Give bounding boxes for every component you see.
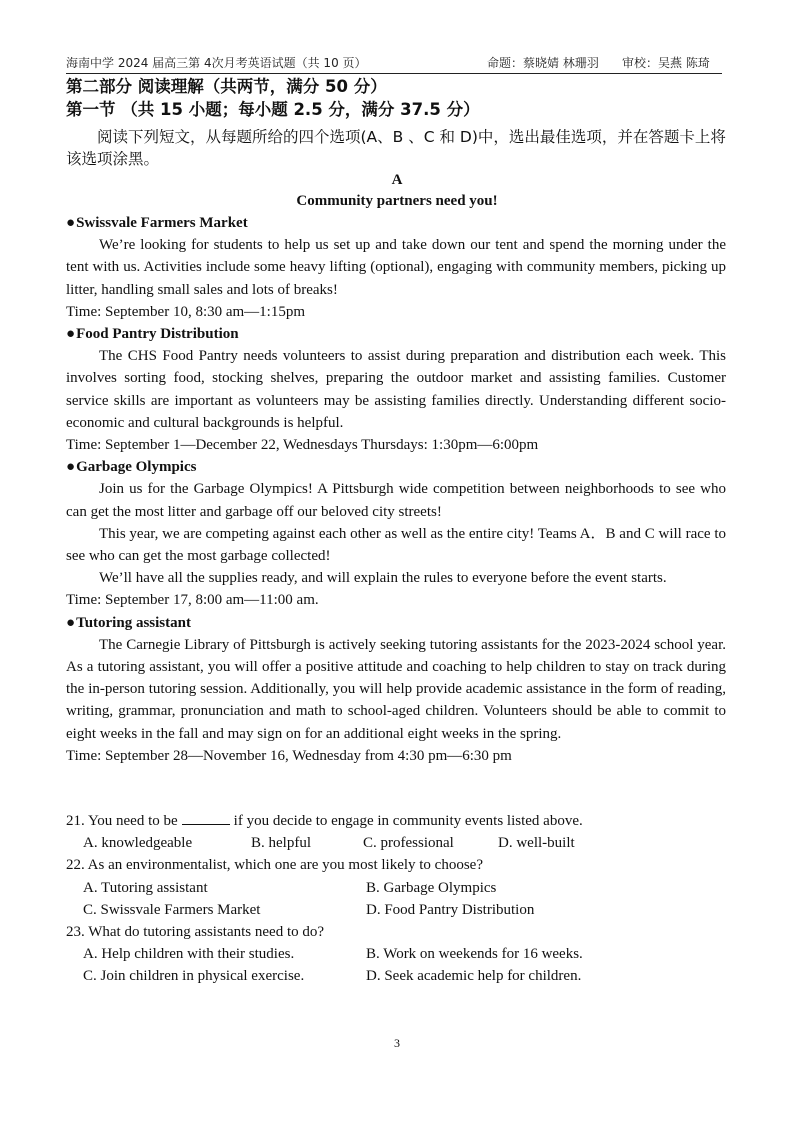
- section-title: 第一节 （共 15 小题；每小题 2.5 分，满分 37.5 分）: [66, 100, 480, 119]
- activity-paragraph: This year, we are competing against each other as well as the entire city! Teams A．B and C will race to see who can get the most garbage collected!: [66, 525, 726, 565]
- author-credit: 命题：蔡晓婧 林珊羽: [487, 56, 599, 70]
- exam-title: 海南中学 2024 届高三第 4次月考英语试题（共 10 页）: [66, 56, 367, 70]
- option-row: [66, 943, 726, 965]
- option: D. Seek academic help for children.: [366, 968, 582, 985]
- reviewer-credit: 审校：吴燕 陈琦: [622, 56, 710, 70]
- stem-part: 21. You need to be: [66, 813, 178, 829]
- answer-blank: [182, 810, 230, 825]
- passage-title: Community partners need you!: [296, 193, 498, 209]
- activity-paragraph: The CHS Food Pantry needs volunteers to assist during preparation and distribution each week. This involves sorting food, stocking shelves, preparing the outdoor market and assisting families. Customer service skills are important as volunteers may be assisting families directly. Understanding different socio-economic and cultural backgrounds is helpful.: [66, 348, 726, 431]
- option: C. Swissvale Farmers Market: [83, 901, 261, 918]
- option: A. Help children with their studies.: [83, 946, 295, 963]
- activity-paragraph: The Carnegie Library of Pittsburgh is actively seeking tutoring assistants for the 2023-2024 school year. As a tutoring assistant, you will offer a positive attitude and coaching to help children to stay on track during the in-person tutoring session. Additionally, you will help provide academic assistance in the form of reading, writing, grammar, pronunciation and math to school-aged children. Volunteers should be able to commit to eight weeks in the fall and may sign on for an additional eight weeks in the spring.: [66, 636, 726, 742]
- option: A. knowledgeable: [83, 835, 193, 852]
- question-stem: 23. What do tutoring assistants need to do?: [66, 923, 325, 940]
- activity-name: Tutoring assistant: [76, 614, 191, 631]
- option-row: [66, 965, 726, 987]
- part-title: 第二部分 阅读理解（共两节，满分 50 分）: [66, 77, 387, 96]
- activity-paragraph: We’re looking for students to help us set up and take down our tent and spend the morning under the tent with us. Activities include some heavy lifting (optional), engaging with community members, picking up litter, handling small sales and lots of breaks!: [66, 237, 726, 298]
- option: B. helpful: [251, 835, 311, 852]
- question-stem: [66, 810, 726, 832]
- instructions: 阅读下列短文，从每题所给的四个选项(A、B 、C 和 D)中，选出最佳选项，并在答题卡上将该选项涂黑。: [66, 128, 726, 168]
- option: B. Garbage Olympics: [366, 879, 497, 896]
- activity-name: Swissvale Farmers Market: [76, 215, 248, 231]
- option: C. Join children in physical exercise.: [83, 968, 305, 985]
- activity-paragraph: We’ll have all the supplies ready, and will explain the rules to everyone before the event starts.: [99, 570, 667, 587]
- activity-name: Garbage Olympics: [76, 459, 197, 476]
- stem-part: if you decide to engage in community events listed above.: [233, 813, 583, 829]
- activity-heading: [66, 323, 726, 345]
- activity-time: Time: September 17, 8:00 am—11:00 am.: [66, 592, 319, 609]
- bullet-icon: ●: [66, 459, 76, 476]
- activity-time: Time: September 1—December 22, Wednesdays Thursdays: 1:30pm—6:00pm: [66, 437, 539, 454]
- bullet-icon: ●: [66, 215, 76, 231]
- activity-heading: [66, 456, 726, 478]
- option: A. Tutoring assistant: [83, 879, 208, 896]
- option: C. professional: [363, 835, 454, 852]
- activity-name: Food Pantry Distribution: [76, 326, 239, 343]
- question-stem: 22. As an environmentalist, which one are you most likely to choose?: [66, 857, 483, 874]
- option: D. Food Pantry Distribution: [366, 901, 535, 918]
- activity-heading: [66, 212, 726, 234]
- bullet-icon: ●: [66, 326, 76, 343]
- questions: [66, 810, 726, 988]
- passage-body: [66, 212, 726, 767]
- bullet-icon: ●: [66, 614, 76, 631]
- activity-paragraph: Join us for the Garbage Olympics! A Pittsburgh wide competition between neighborhoods to see who can get the most litter and garbage off our beloved city streets!: [66, 481, 726, 520]
- option-row: [66, 877, 726, 899]
- page-number: 3: [394, 1036, 400, 1050]
- activity-heading: [66, 612, 726, 634]
- option: B. Work on weekends for 16 weeks.: [366, 946, 583, 963]
- passage-letter: A: [391, 172, 403, 188]
- option: D. well-built: [498, 835, 575, 852]
- option-row: [66, 832, 726, 854]
- page-header: [66, 55, 722, 74]
- option-row: [66, 899, 726, 921]
- activity-time: Time: September 10, 8:30 am—1:15pm: [66, 303, 306, 320]
- activity-time: Time: September 28—November 16, Wednesday from 4:30 pm—6:30 pm: [66, 747, 512, 764]
